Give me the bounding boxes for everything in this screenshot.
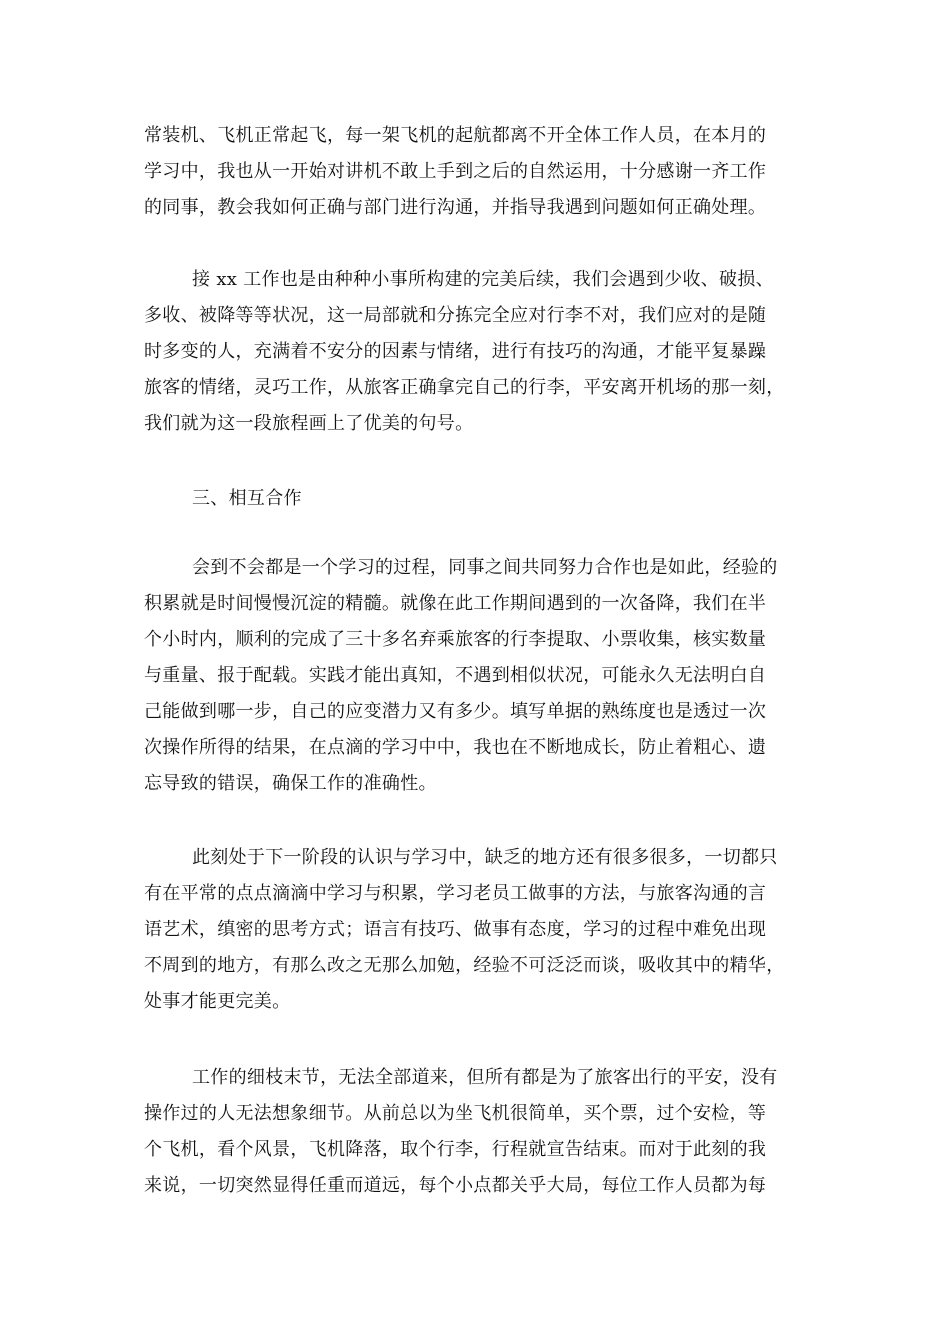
paragraph-line: 我们就为这一段旅程画上了优美的句号。 [144,413,474,434]
paragraph-line: 与重量、报于配载。实践才能出真知，不遇到相似状况，可能永久无法明白自 [144,665,767,686]
paragraph-line: 积累就是时间慢慢沉淀的精髓。就像在此工作期间遇到的一次备降，我们在半 [144,593,767,614]
paragraph-line: 的同事，教会我如何正确与部门进行沟通，并指导我遇到问题如何正确处理。 [144,197,767,218]
paragraph-2 [144,262,814,442]
paragraph-line: 个飞机，看个风景，飞机降落，取个行李，行程就宣告结束。而对于此刻的我 [144,1139,767,1160]
paragraph-line: 己能做到哪一步，自己的应变潜力又有多少。填写单据的熟练度也是透过一次 [144,701,767,722]
paragraph-1 [144,118,814,226]
paragraph-line: 旅客的情绪，灵巧工作，从旅客正确拿完自己的行李，平安离开机场的那一刻， [144,377,785,398]
paragraph-5 [144,1060,814,1204]
paragraph-line: 此刻处于下一阶段的认识与学习中，缺乏的地方还有很多很多，一切都只 [192,847,778,868]
paragraph-line: 次操作所得的结果，在点滴的学习中中，我也在不断地成长，防止着粗心、遗 [144,737,767,758]
paragraph-line: 常装机、飞机正常起飞，每一架飞机的起航都离不开全体工作人员，在本月的 [144,125,767,146]
paragraph-line: 操作过的人无法想象细节。从前总以为坐飞机很简单，买个票，过个安检，等 [144,1103,767,1124]
paragraph-line: 学习中，我也从一开始对讲机不敢上手到之后的自然运用，十分感谢一齐工作 [144,161,767,182]
section-heading [144,481,814,517]
paragraph-line: 会到不会都是一个学习的过程，同事之间共同努力合作也是如此，经验的 [192,557,778,578]
paragraph-3 [144,550,814,802]
paragraph-line: 有在平常的点点滴滴中学习与积累，学习老员工做事的方法，与旅客沟通的言 [144,883,767,904]
paragraph-line: 接 xx 工作也是由种种小事所构建的完美后续，我们会遇到少收、破损、 [192,269,774,290]
paragraph-line: 多收、被降等等状况，这一局部就和分拣完全应对行李不对，我们应对的是随 [144,305,767,326]
paragraph-line: 处事才能更完美。 [144,991,291,1012]
paragraph-line: 不周到的地方，有那么改之无那么加勉，经验不可泛泛而谈，吸收其中的精华， [144,955,785,976]
paragraph-4 [144,840,814,1020]
paragraph-line: 时多变的人，充满着不安分的因素与情绪，进行有技巧的沟通，才能平复暴躁 [144,341,767,362]
paragraph-line: 来说，一切突然显得任重而道远，每个小点都关乎大局，每位工作人员都为每 [144,1175,767,1196]
paragraph-line: 语艺术，缜密的思考方式；语言有技巧、做事有态度，学习的过程中难免出现 [144,919,767,940]
paragraph-line: 个小时内，顺利的完成了三十多名弃乘旅客的行李提取、小票收集，核实数量 [144,629,767,650]
paragraph-line: 忘导致的错误，确保工作的准确性。 [144,773,437,794]
section-heading-text: 三、相互合作 [192,488,302,509]
paragraph-line: 工作的细枝末节，无法全部道来，但所有都是为了旅客出行的平安，没有 [192,1067,778,1088]
